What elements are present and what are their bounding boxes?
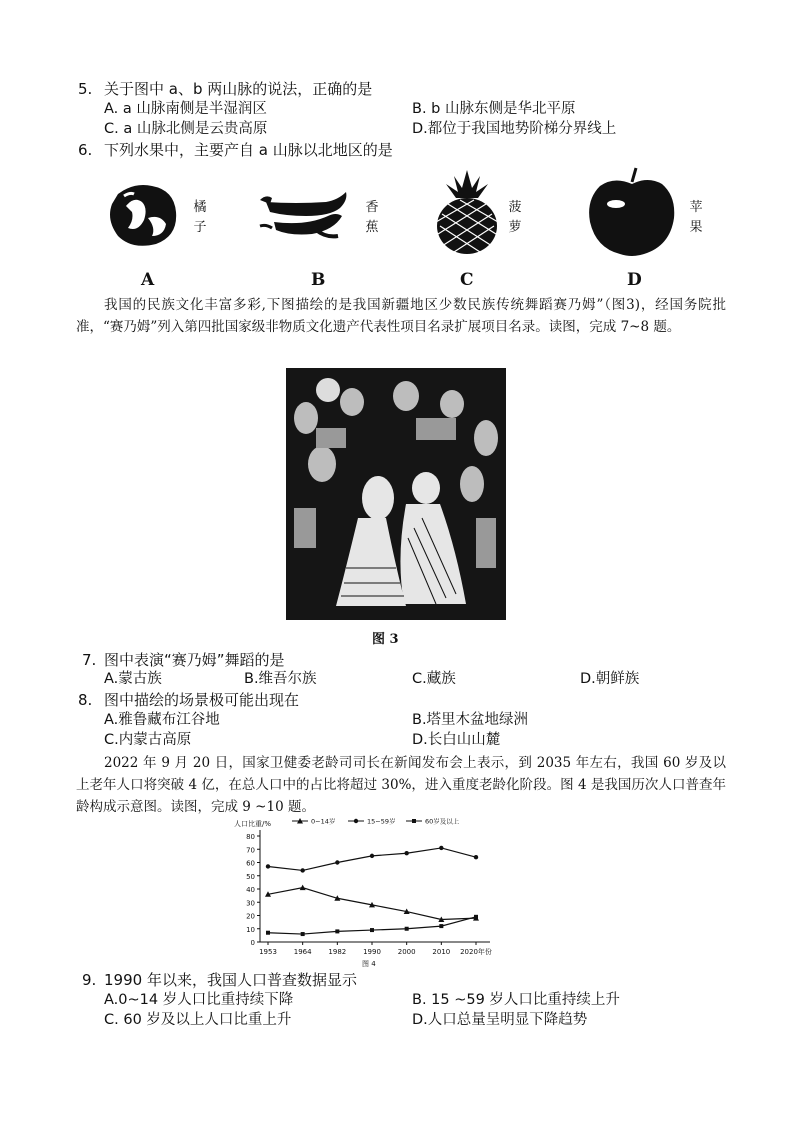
figure3-caption: 图 3 [372, 632, 399, 647]
legend-label: 60岁及以上 [425, 817, 460, 826]
y-tick-label: 0 [250, 939, 255, 947]
data-point [300, 885, 306, 891]
fruit-name-d: 苹果 [689, 200, 703, 235]
q6-number: 6. [78, 141, 93, 159]
q8-option-a: A.雅鲁藏布江谷地 [104, 712, 220, 728]
figure4-caption: 图 4 [362, 960, 376, 968]
legend-marker [412, 819, 416, 823]
x-tick-label: 1964 [293, 948, 312, 956]
q5-option-d: D.都位于我国地势阶梯分界线上 [412, 121, 617, 137]
y-axis-label: 人口比重/% [234, 820, 272, 828]
x-tick-label: 1990 [363, 948, 381, 956]
q9-option-b: B. 15 ~59 岁人口比重持续上升 [412, 992, 620, 1008]
apple-icon [584, 166, 680, 258]
fruit-name-a: 橘子 [193, 200, 207, 235]
fruit-name-b: 香蕉 [365, 200, 379, 235]
data-point [370, 928, 374, 932]
legend-label: 15~59岁 [367, 817, 396, 826]
fruit-letter-a: A [141, 270, 155, 290]
data-point [266, 931, 270, 935]
fruit-letter-b: B [311, 270, 326, 290]
y-tick-label: 80 [246, 833, 255, 841]
x-tick-label: 2020年份 [460, 948, 492, 956]
q5-option-a: A. a 山脉南侧是半湿润区 [104, 101, 267, 117]
population-chart [230, 814, 510, 970]
y-tick-label: 60 [246, 859, 255, 868]
y-tick-label: 70 [246, 846, 255, 855]
q7-option-b: B.维吾尔族 [244, 671, 317, 687]
q7-stem: 图中表演“赛乃姆”舞蹈的是 [104, 651, 285, 669]
data-point [370, 854, 374, 858]
q9-option-d: D.人口总量呈明显下降趋势 [412, 1012, 588, 1028]
y-tick-label: 50 [246, 872, 255, 881]
q7-option-d: D.朝鲜族 [580, 671, 640, 687]
data-point [439, 924, 443, 928]
q7-option-a: A.蒙古族 [104, 671, 162, 687]
data-point [474, 855, 478, 859]
q9-number: 9. [82, 971, 97, 989]
x-tick-label: 2010 [432, 948, 451, 956]
fruit-name-c: 菠萝 [508, 200, 522, 235]
fruit-d [584, 166, 680, 262]
y-tick-label: 40 [246, 886, 255, 894]
q5-stem: 关于图中 a、b 两山脉的说法，正确的是 [104, 80, 373, 98]
data-point [266, 864, 270, 868]
x-tick-label: 1953 [259, 948, 277, 956]
fruit-c [432, 166, 502, 260]
q5-option-b: B. b 山脉东侧是华北平原 [412, 101, 576, 117]
intro-7-8: 我国的民族文化丰富多彩,下图描绘的是我国新疆地区少数民族传统舞蹈赛乃姆”（图3)，经国务院批准，“赛乃姆”列入第四批国家级非物质文化遗产代表性项目名录扩展项目名录。读图，完成 7~8 题。 [76, 297, 726, 335]
q8-stem: 图中描绘的场景极可能出现在 [104, 691, 300, 709]
fruit-letter-d: D [627, 270, 642, 290]
data-point [300, 868, 304, 872]
tangerine-icon [104, 176, 184, 252]
q5-number: 5. [78, 80, 93, 98]
data-point [335, 860, 339, 864]
q7-option-c: C.藏族 [412, 671, 456, 687]
legend-marker [354, 819, 358, 823]
y-tick-label: 20 [246, 912, 255, 921]
q8-number: 8. [78, 691, 93, 709]
legend-label: 0~14岁 [311, 817, 336, 826]
q8-option-c: C.内蒙古高原 [104, 732, 192, 748]
q8-option-d: D.长白山山麓 [412, 732, 501, 748]
q6-stem: 下列水果中，主要产自 a 山脉以北地区的是 [104, 141, 393, 159]
fruit-a [104, 176, 184, 256]
q9-stem: 1990 年以来，我国人口普查数据显示 [104, 971, 357, 989]
pineapple-icon [432, 166, 502, 256]
fruit-letter-c: C [460, 270, 474, 290]
q5-option-c: C. a 山脉北侧是云贵高原 [104, 121, 268, 137]
q7-number: 7. [82, 651, 97, 669]
fruit-b [256, 186, 352, 250]
banana-icon [256, 186, 352, 246]
q8-option-b: B.塔里木盆地绿洲 [412, 712, 529, 728]
series-line [268, 848, 476, 871]
data-point [474, 915, 478, 919]
x-tick-label: 2000 [397, 948, 416, 956]
figure4-chart [230, 814, 510, 974]
intro-9-10: 2022 年 9 月 20 日，国家卫健委老龄司司长在新闻发布会上表示，到 2035 年左右，我国 60 岁及以上老年人口将突破 4 亿，在总人口中的占比将超过 30%，进入重度老龄化阶段。图 4 是我国历次人口普查年龄构成示意图。读图，完成 9 ~10 题。 [76, 755, 726, 815]
data-point [301, 932, 305, 936]
y-tick-label: 10 [246, 925, 255, 934]
q9-option-a: A.0~14 岁人口比重持续下降 [104, 992, 294, 1008]
data-point [335, 929, 339, 933]
data-point [404, 851, 408, 855]
y-tick-label: 30 [246, 899, 255, 908]
figure3-illustration [286, 368, 506, 620]
data-point [439, 846, 443, 850]
data-point [405, 927, 409, 931]
q9-option-c: C. 60 岁及以上人口比重上升 [104, 1012, 292, 1028]
x-tick-label: 1982 [328, 948, 347, 956]
